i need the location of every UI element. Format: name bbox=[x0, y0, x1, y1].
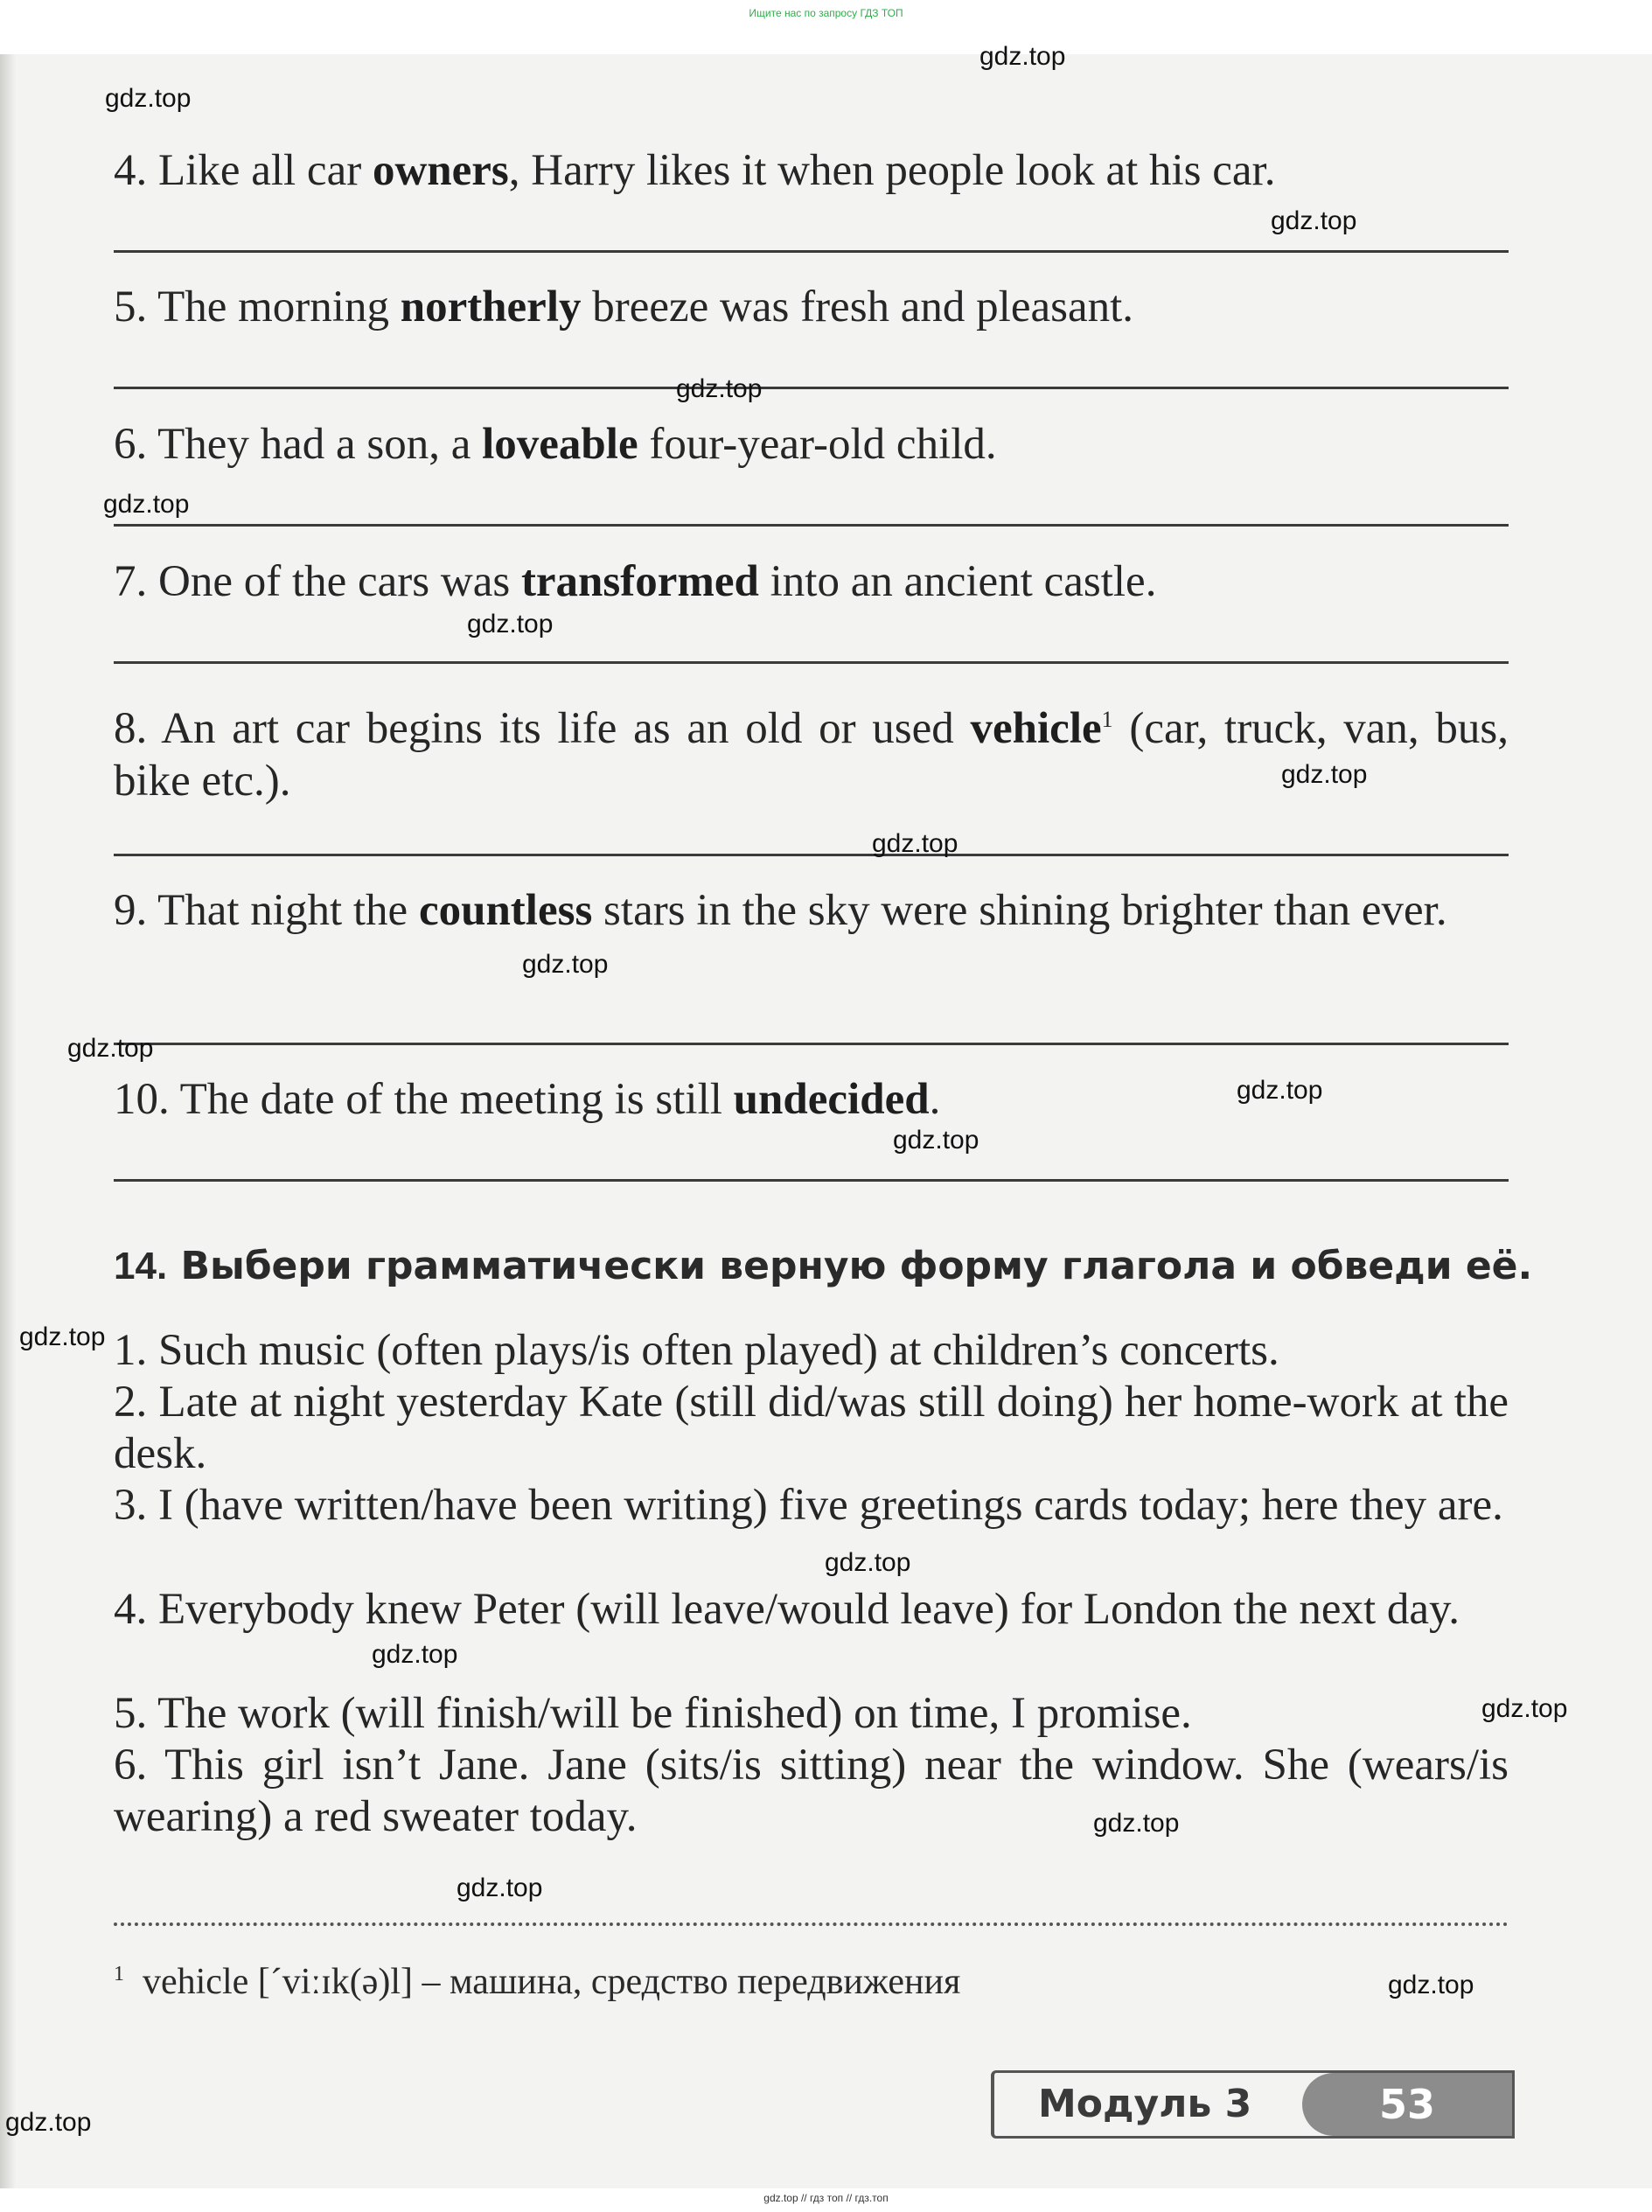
sentence-9: 9. That night the countless stars in the sky were shining brighter than ever. bbox=[114, 886, 1447, 935]
bottom-notice: gdz.top // гдз топ // гдз.топ bbox=[763, 2192, 889, 2204]
sentence-6: 6. They had a son, a loveable four-year-old child. bbox=[114, 420, 997, 469]
module-label: Модуль 3 bbox=[1038, 2082, 1252, 2126]
answer-line-9[interactable] bbox=[114, 1043, 1509, 1045]
footnote-mark: 1 bbox=[114, 1963, 124, 1985]
watermark: gdz.top bbox=[1388, 1971, 1474, 1999]
answer-line-5[interactable] bbox=[114, 387, 1509, 389]
watermark: gdz.top bbox=[825, 1548, 911, 1577]
footnote-divider bbox=[114, 1922, 1509, 1926]
task-item-5[interactable]: 5. The work (will finish/will be finished) on time, I promise. bbox=[114, 1689, 1192, 1738]
task-item-1[interactable]: 1. Such music (often plays/is often played) at children’s concerts. bbox=[114, 1326, 1279, 1375]
footnote-text: vehicle [´viːɪk(ə)l] – машина, средство передвижения bbox=[143, 1962, 961, 2002]
task-number: 14. bbox=[114, 1245, 168, 1287]
answer-line-6[interactable] bbox=[114, 524, 1509, 527]
watermark: gdz.top bbox=[1481, 1694, 1568, 1723]
watermark: gdz.top bbox=[872, 829, 958, 858]
task-title: Выбери грамматически верную форму глагола и обведи её. bbox=[180, 1244, 1533, 1288]
task-heading bbox=[114, 1240, 1533, 1293]
answer-line-7[interactable] bbox=[114, 661, 1509, 664]
key-word: countless bbox=[418, 886, 593, 935]
page-number: 53 bbox=[1302, 2073, 1512, 2136]
watermark: gdz.top bbox=[979, 42, 1066, 71]
watermark: gdz.top bbox=[1271, 206, 1357, 235]
key-word: transformed bbox=[520, 557, 759, 606]
key-word: northerly bbox=[400, 283, 582, 331]
sentence-7: 7. One of the cars was transformed into an ancient castle. bbox=[114, 557, 1157, 606]
watermark: gdz.top bbox=[105, 84, 192, 113]
watermark: gdz.top bbox=[5, 2108, 92, 2137]
task-item-3[interactable]: 3. I (have written/have been writing) five greetings cards today; here they are. bbox=[114, 1481, 1503, 1530]
footnote-ref: 1 bbox=[1101, 707, 1113, 732]
sentence-8: 8. An art car begins its life as an old or used vehicle$^1$ (car, truck, van, bus, bike etc.). bbox=[114, 704, 1509, 806]
answer-line-8[interactable] bbox=[114, 854, 1509, 856]
sentence-5: 5. The morning northerly breeze was fresh and pleasant. bbox=[114, 283, 1134, 331]
page-spine-shadow bbox=[0, 54, 16, 2188]
watermark: gdz.top bbox=[676, 374, 763, 403]
watermark: gdz.top bbox=[1237, 1076, 1323, 1105]
task-item-2[interactable]: 2. Late at night yesterday Kate (still did/was still doing) her home-work at the desk. bbox=[114, 1378, 1509, 1478]
watermark: gdz.top bbox=[467, 610, 554, 638]
watermark: gdz.top bbox=[893, 1126, 979, 1155]
watermark: gdz.top bbox=[103, 490, 190, 519]
task-item-6[interactable]: 6. This girl isn’t Jane. Jane (sits/is sitting) near the window. She (wears/is wearing) a red sweater today. bbox=[114, 1741, 1509, 1841]
watermark: gdz.top bbox=[522, 950, 609, 979]
key-word: vehicle bbox=[970, 704, 1102, 753]
key-word: loveable bbox=[482, 420, 638, 469]
top-notice: Ищите нас по запросу ГДЗ ТОП bbox=[749, 7, 903, 19]
watermark: gdz.top bbox=[372, 1640, 458, 1669]
watermark: gdz.top bbox=[1281, 760, 1368, 789]
footnote bbox=[114, 1952, 1338, 2004]
answer-line-4[interactable] bbox=[114, 250, 1509, 253]
answer-line-10[interactable] bbox=[114, 1179, 1509, 1182]
task-item-4[interactable]: 4. Everybody knew Peter (will leave/would leave) for London the next day. bbox=[114, 1585, 1460, 1634]
watermark: gdz.top bbox=[1093, 1809, 1180, 1838]
key-word: undecided bbox=[733, 1075, 930, 1124]
watermark: gdz.top bbox=[19, 1322, 106, 1351]
sentence-4: 4. Like all car owners, Harry likes it when people look at his car. bbox=[114, 146, 1276, 195]
watermark: gdz.top bbox=[457, 1874, 543, 1902]
watermark: gdz.top bbox=[67, 1034, 154, 1063]
module-badge bbox=[991, 2070, 1515, 2139]
key-word: owners bbox=[372, 146, 509, 195]
sentence-10: 10. The date of the meeting is still undecided. bbox=[114, 1075, 941, 1124]
